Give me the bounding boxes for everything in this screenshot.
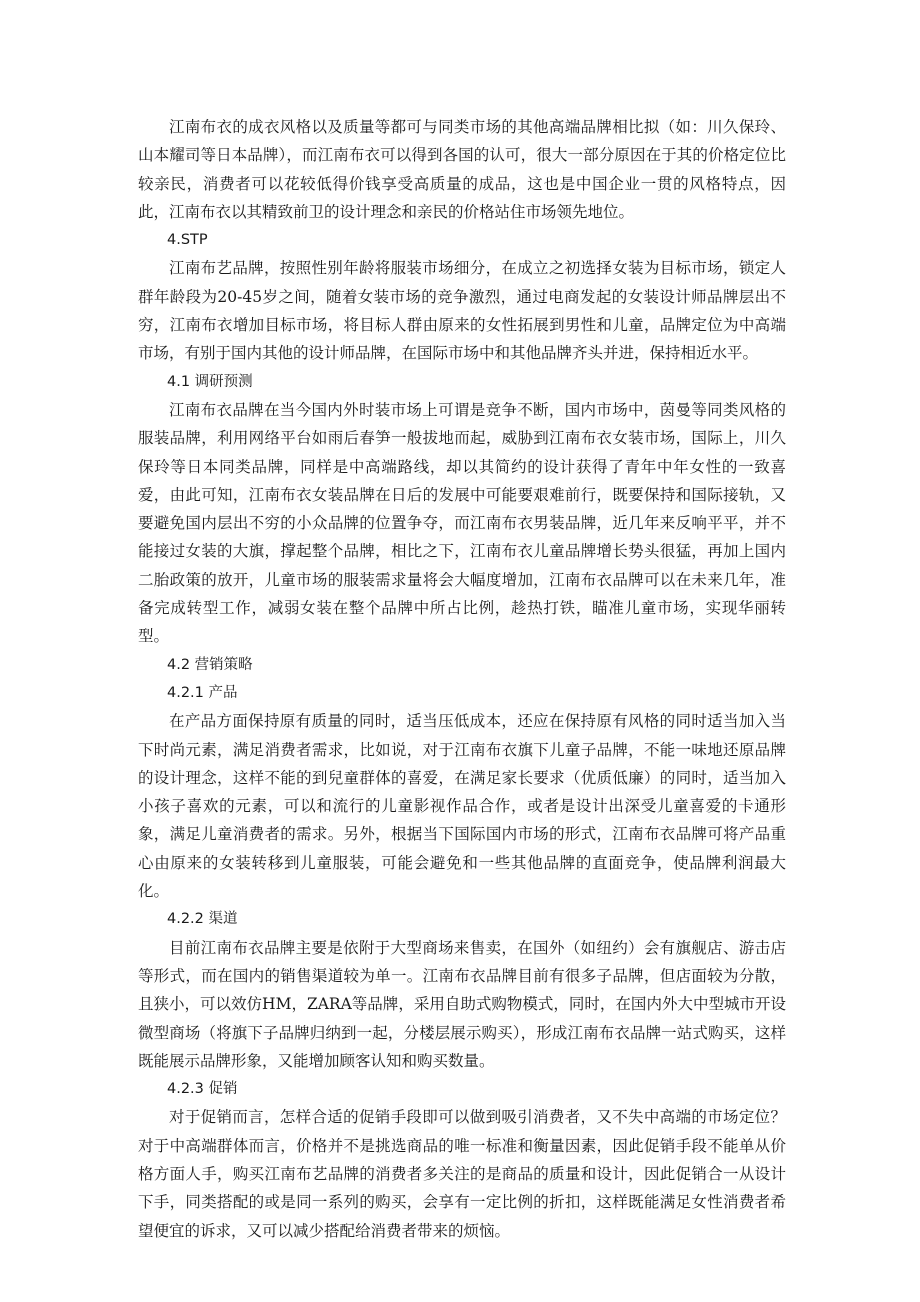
heading-promotion: 4.2.3 促销 [167,1081,238,1098]
heading-stp: 4.STP [167,232,208,249]
heading-product: 4.2.1 产品 [167,684,238,701]
paragraph-research-forecast: 江南布衣品牌在当今国内外时装市场上可谓是竞争不断，国内市场中，茵曼等同类风格的服装品牌，利用网络平台如雨后春笋一般拔地而起，威胁到江南布衣女装市场，国际上，川久保玲等日本同类品牌，同样是中高端路线，却以其简约的设计获得了青年中年女性的一致喜爱，由此可知，江南布衣女装品牌在日后的发展中可能要艰难前行，既要保持和国际接轨，又要避免国内层出不穷的小众品牌的位置争夺，而江南布衣男装品牌，近几年来反响平平，并不能接过女装的大旗，撑起整个品牌，相比之下，江南布衣儿童品牌增长势头很猛，再加上国内二胎政策的放开，儿童市场的服装需求量将会大幅度增加，江南布衣品牌可以在未来几年，准备完成转型工作，减弱女装在整个品牌中所占比例，趁热打铁，瞄准儿童市场，实现华丽转型。 [138,400,786,646]
heading-marketing-strategy: 4.2 营销策略 [167,656,253,673]
heading-research-forecast: 4.1 调研预测 [167,373,253,390]
paragraph-promotion: 对于促销而言，怎样合适的促销手段即可以做到吸引消费者，又不失中高端的市场定位？对于中高端群体而言，价格并不是挑选商品的唯一标准和衡量因素，因此促销手段不能单从价格方面人手，购买江南布艺品牌的消费者多关注的是商品的质量和设计，因此促销合一从设计下手，同类搭配的或是同一系列的购买，会享有一定比例的折扣，这样既能满足女性消费者希望便宜的诉求，又可以减少搭配给消费者带来的烦恼。 [138,1108,786,1240]
heading-channel: 4.2.2 渠道 [167,911,238,928]
document-body [138,113,786,1245]
paragraph-channel: 目前江南布衣品牌主要是依附于大型商场来售卖，在国外（如纽约）会有旗舰店、游击店等形式，而在国内的销售渠道较为单一。江南布衣品牌目前有很多子品牌，但店面较为分散，且狭小，可以效仿HM，ZARA等品牌，采用自助式购物模式，同时，在国内外大中型城市开设微型商场（将旗下子品牌归纳到一起，分楼层展示购买），形成江南布衣品牌一站式购买，这样既能展示品牌形象，又能增加顾客认知和购买数量。 [138,938,786,1070]
paragraph-stp: 江南布艺品牌，按照性别年龄将服装市场细分，在成立之初选择女装为目标市场，锁定人群年龄段为20-45岁之间，随着女装市场的竞争激烈，通过电商发起的女装设计师品牌层出不穷，江南布衣增加目标市场，将目标人群由原来的女性拓展到男性和儿童，品牌定位为中高端市场，有别于国内其他的设计师品牌，在国际市场中和其他品牌齐头并进，保持相近水平。 [138,259,786,363]
paragraph-brand-style: 江南布衣的成衣风格以及质量等都可与同类市场的其他高端品牌相比拟（如：川久保玲、山本耀司等日本品牌），而江南布衣可以得到各国的认可，很大一部分原因在于其的价格定位比较亲民，消费者可以花较低得价钱享受高质量的成品，这也是中国企业一贯的风格特点，因此，江南布衣以其精致前卫的设计理念和亲民的价格站住市场领先地位。 [138,118,786,221]
paragraph-product: 在产品方面保持原有质量的同时，适当压低成本，还应在保持原有风格的同时适当加入当下时尚元素，满足消费者需求，比如说，对于江南布衣旗下儿童子品牌，不能一味地还原品牌的设计理念，这样不能的到兒童群体的喜爱，在满足家长要求（优质低廉）的同时，适当加入小孩子喜欢的元素，可以和流行的儿童影视作品合作，或者是设计出深受儿童喜爱的卡通形象，满足儿童消费者的需求。另外，根据当下国际国内市场的形式，江南布衣品牌可将产品重心由原来的女装转移到儿童服装，可能会避免和一些其他品牌的直面竞争，使品牌利润最大化。 [138,712,786,901]
